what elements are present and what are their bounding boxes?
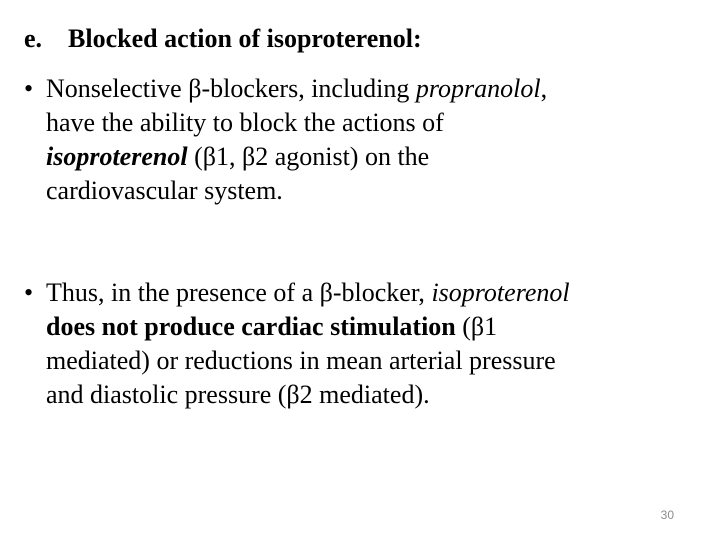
text-run: , [540, 74, 548, 103]
page-number: 30 [660, 508, 674, 522]
text-run: does not produce cardiac stimulation [46, 312, 456, 341]
text-run: isoproterenol [46, 142, 188, 171]
bullet-line [46, 344, 714, 378]
text-run: (β1 [455, 312, 498, 341]
bullet-text [46, 276, 714, 412]
text-run: (β1, β2 agonist) on the [187, 142, 430, 171]
text-run: Thus, in the presence of a β-blocker, [46, 278, 432, 307]
bullet-text [46, 72, 714, 208]
text-run: mediated) or reductions in mean arterial pressure [46, 346, 556, 375]
bullet-marker: • [24, 74, 34, 103]
text-run: and diastolic pressure (β2 mediated). [46, 380, 430, 409]
heading-letter: e. [24, 24, 43, 53]
heading-title: Blocked action of isoproterenol: [68, 24, 422, 53]
bullet-line [46, 106, 714, 140]
bullet-line [46, 378, 714, 412]
bullet-line [46, 310, 714, 344]
text-run: propranolol [415, 74, 541, 103]
bullet-item [24, 72, 714, 208]
bullet-item [24, 276, 714, 412]
bullet-marker: • [24, 278, 34, 307]
bullet-line [46, 174, 714, 208]
text-run: have the ability to block the actions of [46, 108, 444, 137]
bullet-line [46, 276, 714, 310]
text-run: Nonselective β-blockers, including [46, 74, 416, 103]
slide-heading [24, 22, 422, 56]
bullet-line [46, 72, 714, 106]
text-run: isoproterenol [431, 278, 570, 307]
bullet-line [46, 140, 714, 174]
text-run: cardiovascular system. [46, 176, 283, 205]
